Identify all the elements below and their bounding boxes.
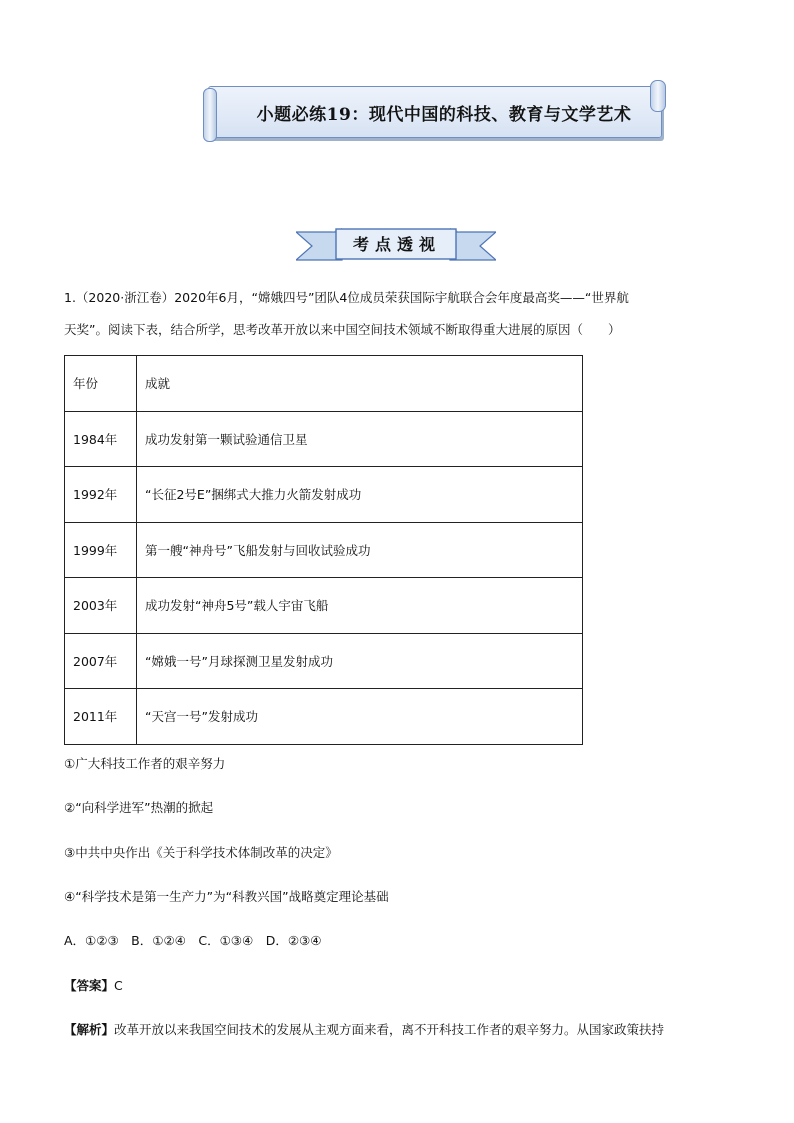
- table-header-row: [65, 356, 583, 412]
- answer-options: A．①②③ B．①②④ C．①③④ D．②③④: [64, 933, 322, 948]
- answer-label: 【答案】: [64, 978, 115, 993]
- cell-year: 1999年: [65, 522, 137, 578]
- table-row: [65, 689, 583, 745]
- table-row: [65, 633, 583, 689]
- question-stem-line1: 1.（2020·浙江卷）2020年6月，“嫦娥四号”团队4位成员荣获国际宇航联合会年度最高奖——“世界航: [64, 290, 629, 305]
- cell-year: 2007年: [65, 633, 137, 689]
- analysis-line: [64, 1020, 664, 1038]
- cell-year: 1984年: [65, 411, 137, 467]
- page-title: 小题必练19：现代中国的科技、教育与文学艺术: [256, 105, 632, 125]
- header-achievement: 成就: [137, 356, 583, 412]
- table-row: [65, 411, 583, 467]
- achievement-table: [64, 355, 583, 745]
- statement-2: ②“向科学进军”热潮的掀起: [64, 800, 214, 815]
- cell-achievement: 成功发射“神舟5号”载人宇宙飞船: [137, 578, 583, 634]
- scroll-left-roll: [203, 88, 217, 142]
- answer-value: C: [114, 978, 123, 993]
- statement-4: ④“科学技术是第一生产力”为“科教兴国”战略奠定理论基础: [64, 889, 389, 904]
- ribbon-label: 考点透视: [352, 235, 441, 254]
- cell-achievement: 第一艘“神舟号”飞船发射与回收试验成功: [137, 522, 583, 578]
- statement-1: ①广大科技工作者的艰辛努力: [64, 756, 226, 771]
- analysis-text: 改革开放以来我国空间技术的发展从主观方面来看，离不开科技工作者的艰辛努力。从国家政策扶持: [114, 1022, 665, 1037]
- answer-line: [64, 976, 123, 994]
- header-year: 年份: [65, 356, 137, 412]
- question-stem-line2: 天奖”。阅读下表，结合所学，思考改革开放以来中国空间技术领域不断取得重大进展的原因（ ）: [64, 322, 621, 337]
- cell-achievement: “天宫一号”发射成功: [137, 689, 583, 745]
- cell-achievement: “长征2号E”捆绑式大推力火箭发射成功: [137, 467, 583, 523]
- table-row: [65, 467, 583, 523]
- cell-year: 2011年: [65, 689, 137, 745]
- cell-achievement: “嫦娥一号”月球探测卫星发射成功: [137, 633, 583, 689]
- table-row: [65, 522, 583, 578]
- table-row: [65, 578, 583, 634]
- cell-achievement: 成功发射第一颗试验通信卫星: [137, 411, 583, 467]
- analysis-label: 【解析】: [64, 1022, 115, 1037]
- statement-3: ③中共中央作出《关于科学技术体制改革的决定》: [64, 845, 338, 860]
- cell-year: 1992年: [65, 467, 137, 523]
- cell-year: 2003年: [65, 578, 137, 634]
